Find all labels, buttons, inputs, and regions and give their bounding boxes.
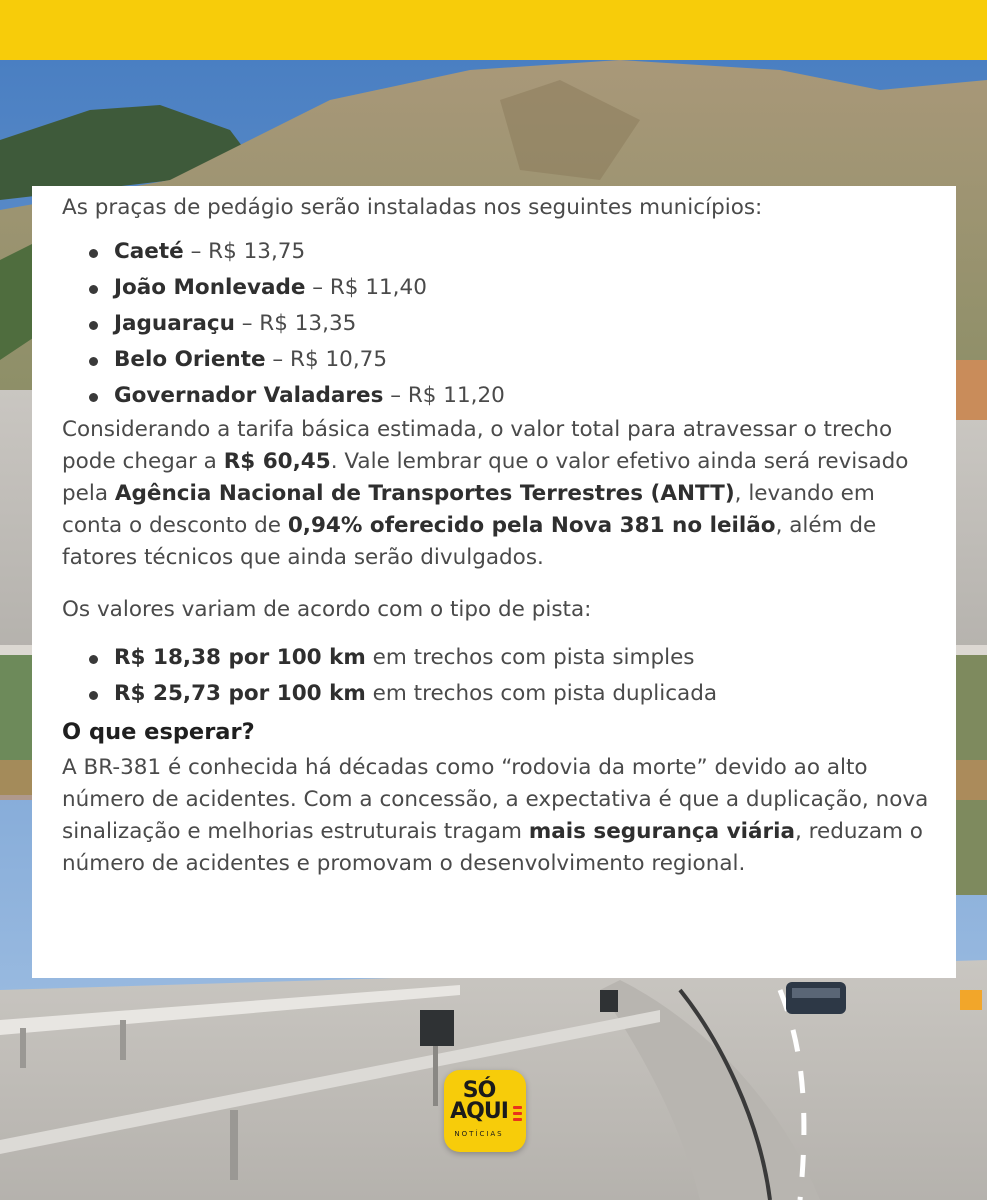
- toll-list: [62, 234, 934, 414]
- toll-price: – R$ 13,35: [234, 311, 357, 336]
- toll-price: – R$ 13,75: [183, 239, 306, 264]
- final-paragraph: [62, 752, 934, 880]
- rate-desc: em trechos com pista simples: [365, 645, 695, 670]
- toll-city: Caeté: [114, 239, 184, 264]
- list-item: [62, 306, 934, 342]
- list-item: [62, 270, 934, 306]
- logo-line-1: SÓ: [462, 1078, 496, 1103]
- toll-price: – R$ 11,20: [383, 383, 505, 408]
- logo-line-3: NOTÍCIAS: [454, 1130, 504, 1138]
- total-value-paragraph: [62, 414, 934, 574]
- text-segment: Considerando a tarifa básica estimada, o valor total para atravessar o trecho pode chegar a: [62, 417, 893, 474]
- top-yellow-bar: [0, 0, 987, 60]
- toll-city: João Monlevade: [114, 275, 306, 300]
- rate-value: R$ 18,38 por 100 km: [114, 645, 366, 670]
- toll-price: – R$ 11,40: [305, 275, 427, 300]
- text-segment: , além de fatores técnicos que ainda serão divulgados.: [62, 513, 877, 570]
- list-item: [62, 234, 934, 270]
- text-segment: , levando em conta o desconto de: [62, 481, 875, 538]
- so-aqui-noticias-logo: [444, 1070, 526, 1152]
- highlight-text: mais segurança viária: [528, 819, 795, 844]
- list-item: [62, 676, 934, 712]
- text-segment: . Vale lembrar que o valor efetivo ainda será revisado pela: [62, 449, 909, 506]
- article-card: [32, 186, 956, 978]
- total-value: R$ 60,45: [223, 449, 331, 474]
- rate-desc: em trechos com pista duplicada: [365, 681, 718, 706]
- toll-city: Governador Valadares: [114, 383, 384, 408]
- list-item: [62, 342, 934, 378]
- section-heading: O que esperar?: [62, 719, 255, 745]
- rate-value: R$ 25,73 por 100 km: [114, 681, 366, 706]
- text-segment: A BR-381 é conhecida há décadas como “rodovia da morte” devido ao alto número de acidentes. Com a concessão, a expectativa é que a duplicação, nova sinalização e melhorias estruturais tragam: [62, 755, 929, 844]
- text-segment: , reduzam o número de acidentes e promovam o desenvolvimento regional.: [62, 819, 923, 876]
- list-item: [62, 378, 934, 414]
- toll-intro-text: As praças de pedágio serão instaladas nos seguintes municípios:: [62, 195, 763, 220]
- toll-price: – R$ 10,75: [265, 347, 388, 372]
- pista-intro-text: Os valores variam de acordo com o tipo de pista:: [62, 597, 592, 622]
- list-item: [62, 640, 934, 676]
- discount-text: 0,94% oferecido pela Nova 381 no leilão: [287, 513, 776, 538]
- logo-line-2: AQUI: [450, 1099, 508, 1124]
- toll-city: Belo Oriente: [114, 347, 266, 372]
- toll-city: Jaguaraçu: [114, 311, 235, 336]
- logo-bars-icon: [513, 1106, 522, 1122]
- pista-rate-list: [62, 640, 934, 712]
- agency-name: Agência Nacional de Transportes Terrestres (ANTT): [114, 481, 735, 506]
